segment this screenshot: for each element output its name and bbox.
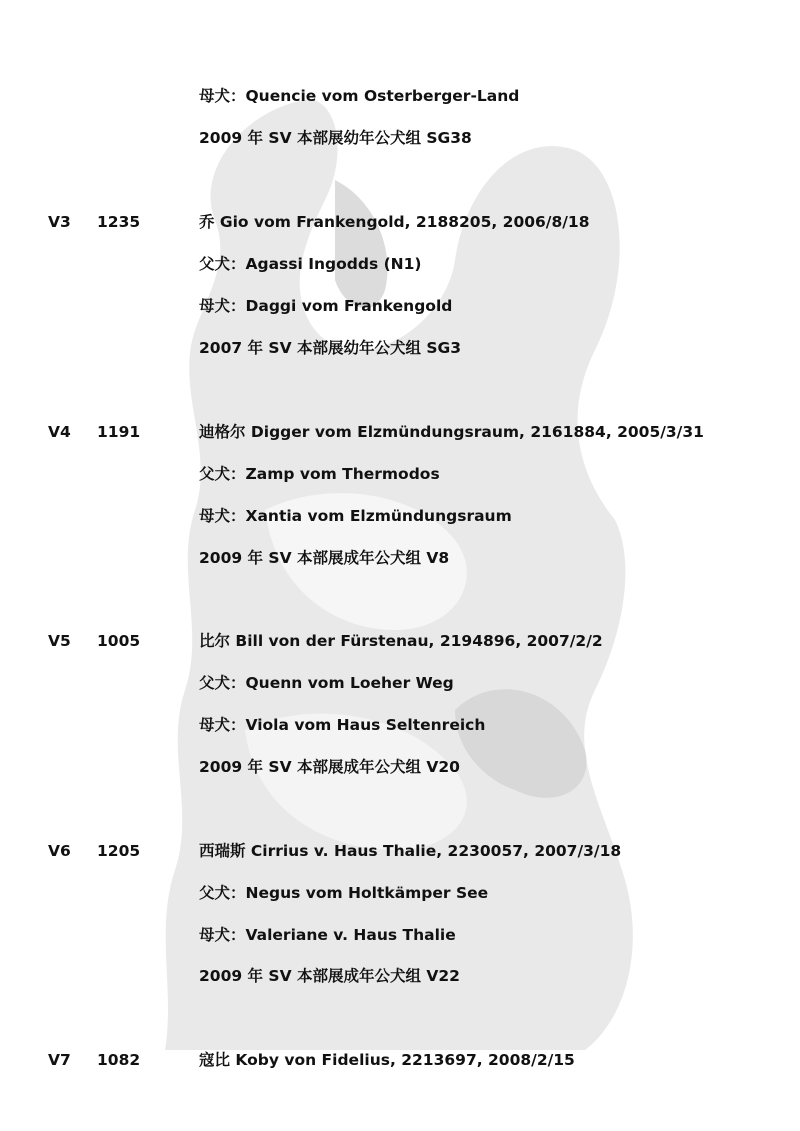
sire-line: 父犬：Agassi Ingodds (N1) <box>199 255 422 273</box>
catalog-number: 1205 <box>97 842 141 860</box>
sire-line: 父犬：Negus vom Holtkämper See <box>199 884 489 902</box>
dam-line: 母犬：Xantia vom Elzmündungsraum <box>199 507 512 525</box>
result-line: 2009 年 SV 本部展成年公犬组 V8 <box>199 549 450 567</box>
dog-name-line: 乔 Gio vom Frankengold, 2188205, 2006/8/18 <box>199 213 590 231</box>
result-line: 2009 年 SV 本部展幼年公犬组 SG38 <box>199 129 472 147</box>
rank-label: V5 <box>48 632 71 650</box>
result-line: 2009 年 SV 本部展成年公犬组 V22 <box>199 967 460 985</box>
dog-name-line: 比尔 Bill von der Fürstenau, 2194896, 2007/2/2 <box>199 632 603 650</box>
rank-label: V4 <box>48 423 71 441</box>
dog-silhouette-watermark <box>155 90 645 1050</box>
dog-name-line: 寇比 Koby von Fidelius, 2213697, 2008/2/15 <box>199 1051 575 1069</box>
catalog-number: 1235 <box>97 213 141 231</box>
catalog-number: 1082 <box>97 1051 141 1069</box>
dam-line: 母犬：Valeriane v. Haus Thalie <box>199 926 456 944</box>
result-line: 2009 年 SV 本部展成年公犬组 V20 <box>199 758 460 776</box>
dog-name-line: 迪格尔 Digger vom Elzmündungsraum, 2161884, 2005/3/31 <box>199 423 704 441</box>
rank-label: V3 <box>48 213 71 231</box>
result-line: 2007 年 SV 本部展幼年公犬组 SG3 <box>199 339 462 357</box>
catalog-number: 1191 <box>97 423 141 441</box>
sire-line: 父犬：Zamp vom Thermodos <box>199 465 440 483</box>
rank-label: V7 <box>48 1051 71 1069</box>
rank-label: V6 <box>48 842 71 860</box>
dam-line: 母犬：Daggi vom Frankengold <box>199 297 453 315</box>
dam-line: 母犬：Quencie vom Osterberger-Land <box>199 87 520 105</box>
sire-line: 父犬：Quenn vom Loeher Weg <box>199 674 454 692</box>
dam-line: 母犬：Viola vom Haus Seltenreich <box>199 716 486 734</box>
dog-name-line: 西瑞斯 Cirrius v. Haus Thalie, 2230057, 2007/3/18 <box>199 842 622 860</box>
catalog-number: 1005 <box>97 632 141 650</box>
